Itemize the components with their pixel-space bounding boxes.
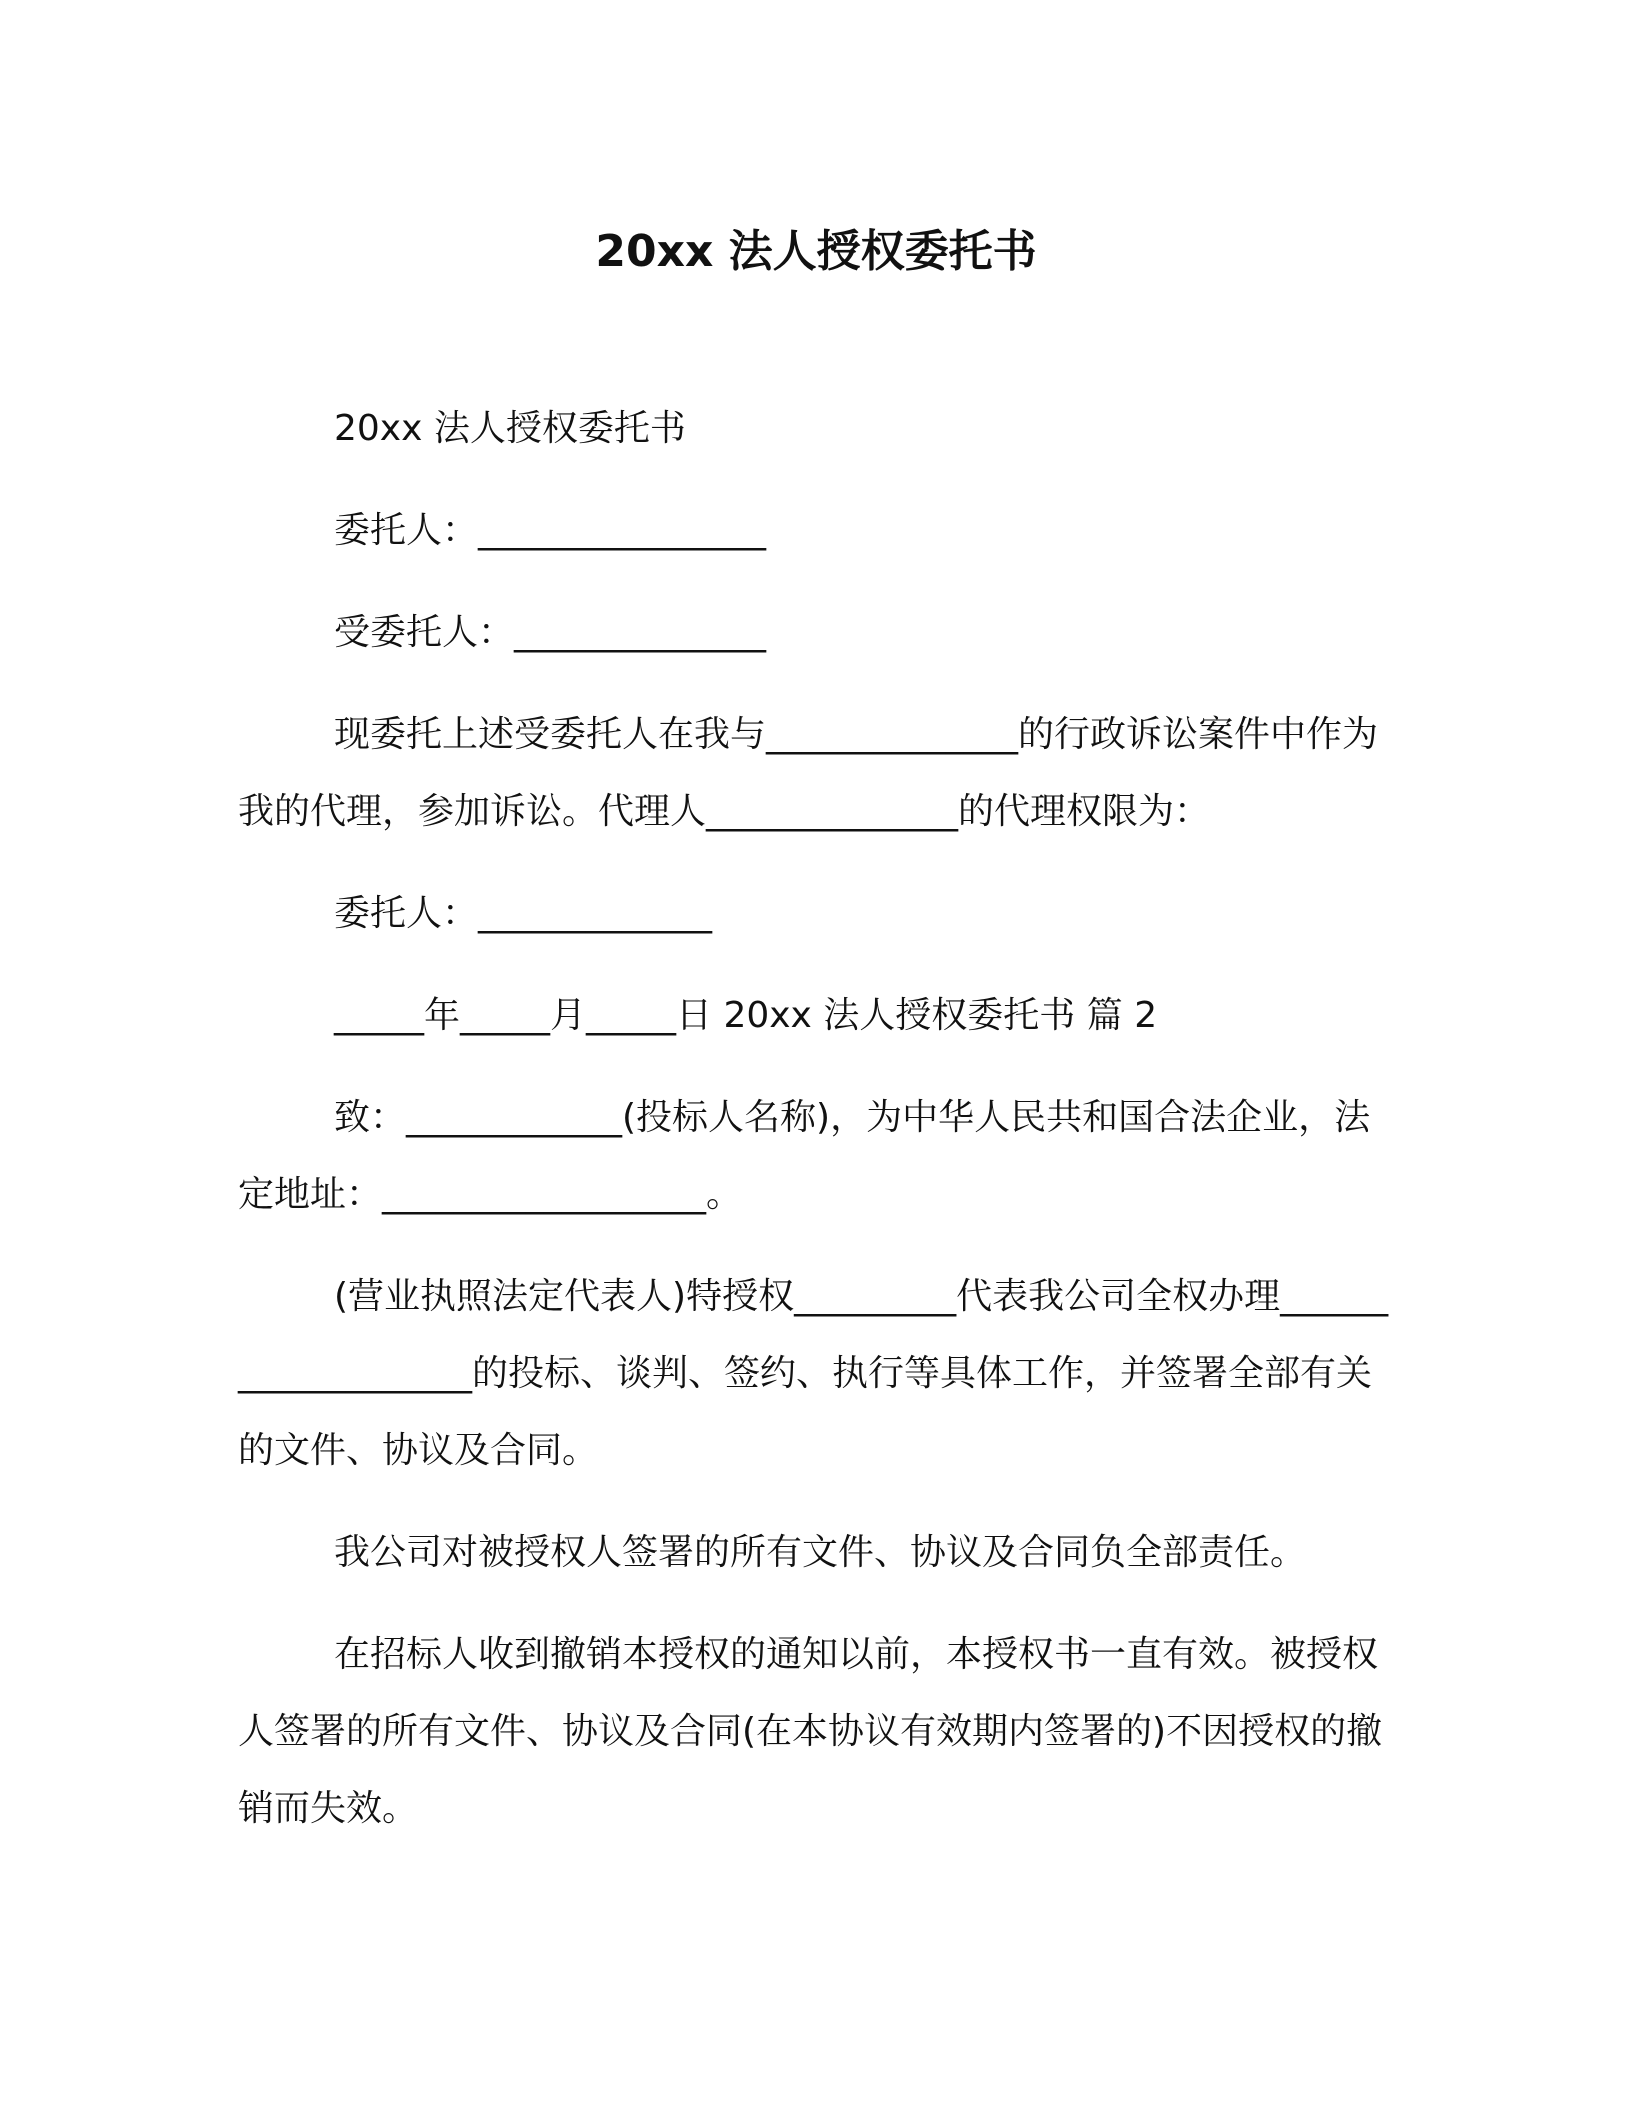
document-title: 20xx 法人授权委托书 [595,226,1037,277]
document-body [238,390,1398,1872]
paragraph-principal: 委托人：________________ [334,510,767,551]
paragraph-subtitle: 20xx 法人授权委托书 [334,408,686,449]
paragraph-validity: 在招标人收到撤销本授权的通知以前，本授权书一直有效。被授权人签署的所有文件、协议及合同(在本协议有效期内签署的)不因授权的撤销而失效。 [238,1634,1383,1829]
paragraph-agent: 受委托人：______________ [334,612,767,653]
paragraph-responsibility: 我公司对被授权人签署的所有文件、协议及合同负全部责任。 [334,1532,1307,1573]
paragraph-legal-representative: (营业执照法定代表人)特授权_________代表我公司全权办理___________________的投标、谈判、签约、执行等具体工作，并签署全部有关的文件、协议及合同。 [238,1276,1389,1471]
paragraph-principal-signature: 委托人：_____________ [334,893,713,934]
paragraph-date-line: _____年_____月_____日 20xx 法人授权委托书 篇 2 [334,995,1158,1036]
paragraph-authorization-scope: 现委托上述受委托人在我与______________的行政诉讼案件中作为我的代理，参加诉讼。代理人______________的代理权限为： [238,714,1379,832]
paragraph-addressee: 致：____________(投标人名称)，为中华人民共和国合法企业，法定地址：__________________。 [238,1097,1371,1215]
